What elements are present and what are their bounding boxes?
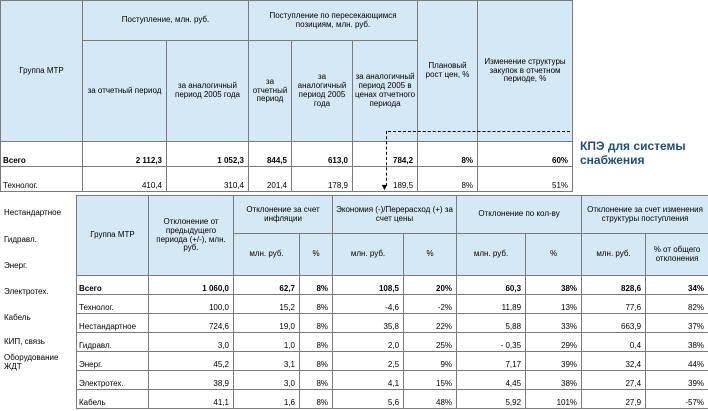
cell: 8%: [418, 142, 478, 167]
cell: 1 052,3: [167, 142, 249, 167]
cell: 1,6: [234, 390, 300, 409]
cell: 60,3: [457, 276, 526, 295]
cell: 22%: [404, 314, 457, 333]
sub-header: за аналогичный период 2005 года: [292, 41, 353, 142]
cell: 2 112,3: [83, 142, 167, 167]
cell: 784,2: [353, 142, 418, 167]
cell: 101%: [526, 390, 582, 409]
cell: 310,4: [167, 167, 249, 192]
cell: 8%: [300, 333, 333, 352]
planned-growth-header: Плановый рост цен, %: [418, 1, 478, 142]
left-row-label: Нестандартное: [4, 208, 62, 217]
cell: 39%: [646, 371, 708, 390]
group-header: Группа МТР: [77, 196, 149, 276]
overlap-header: Поступление по пересекающимся позициям, млн. руб.: [249, 1, 418, 41]
mln-header: млн. руб.: [333, 234, 404, 276]
receipt-header: Поступление, млн. руб.: [83, 1, 249, 41]
cell: 29%: [526, 333, 582, 352]
cell: 724,6: [149, 314, 234, 333]
cell: 38%: [526, 276, 582, 295]
cell: 34%: [646, 276, 708, 295]
row-label: Нестандартное: [77, 314, 149, 333]
row-label: Кабель: [77, 390, 149, 409]
cell: 19,0: [234, 314, 300, 333]
cell: 44%: [646, 352, 708, 371]
cell: 4,1: [333, 371, 404, 390]
cell: 8%: [300, 314, 333, 333]
cell: 189,5: [353, 167, 418, 192]
receipts-table: [0, 0, 573, 192]
cell: 844,5: [249, 142, 292, 167]
callout-connector-line: [386, 131, 387, 186]
cell: -57%: [646, 390, 708, 409]
cell: 38,9: [149, 371, 234, 390]
cell: 38%: [646, 333, 708, 352]
cell: 8%: [300, 371, 333, 390]
cell: 1 060,0: [149, 276, 234, 295]
cell: 33%: [526, 314, 582, 333]
mln-header: млн. руб.: [582, 234, 646, 276]
row-label: Технолог.: [1, 167, 83, 192]
deviation-table: [76, 195, 708, 409]
cell: 51%: [478, 167, 573, 192]
cell: 4,45: [457, 371, 526, 390]
row-label: Всего: [1, 142, 83, 167]
cell: 201,4: [249, 167, 292, 192]
row-label: Электротех.: [77, 371, 149, 390]
cell: 2,0: [333, 333, 404, 352]
table-row: [77, 276, 708, 295]
arrow-down-icon: ▼: [380, 182, 389, 192]
structure-header: Отклонение за счет изменения структуры поступления: [582, 196, 708, 234]
group-header: Группа МТР: [1, 1, 83, 142]
cell: 5,92: [457, 390, 526, 409]
table-row: [1, 142, 573, 167]
cell: 8%: [300, 276, 333, 295]
row-label: Энерг.: [77, 352, 149, 371]
cell: 48%: [404, 390, 457, 409]
cell: 37%: [646, 314, 708, 333]
left-row-label: Гидравл.: [4, 235, 37, 244]
cell: 0,4: [582, 333, 646, 352]
cell: 62,7: [234, 276, 300, 295]
cell: 11,89: [457, 295, 526, 314]
cell: 38%: [526, 371, 582, 390]
pct-header: %: [526, 234, 582, 276]
cell: 15%: [404, 371, 457, 390]
cell: 108,5: [333, 276, 404, 295]
pct-total-header: % от общего отклонения: [646, 234, 708, 276]
sub-header: за аналогичный период 2005 в ценах отчетного периода: [353, 41, 418, 142]
cell: 60%: [478, 142, 573, 167]
structure-change-header: Изменение структуры закупок в отчетном периоде, %: [478, 1, 573, 142]
table-row: [77, 352, 708, 371]
cell: 15,2: [234, 295, 300, 314]
cell: 8%: [300, 390, 333, 409]
cell: 178,9: [292, 167, 353, 192]
economy-header: Экономия (-)/Перерасход (+) за счет цены: [333, 196, 457, 234]
cell: 41,1: [149, 390, 234, 409]
left-row-label: Электротех.: [4, 287, 49, 296]
quantity-header: Отклонение по кол-ву: [457, 196, 582, 234]
inflation-header: Отклонение за счет инфляции: [234, 196, 333, 234]
left-row-label: КИП, связь: [4, 337, 45, 346]
cell: 3,0: [234, 371, 300, 390]
sub-header: за аналогичный период 2005 года: [167, 41, 249, 142]
cell: 100,0: [149, 295, 234, 314]
cell: 27,9: [582, 390, 646, 409]
cell: 828,6: [582, 276, 646, 295]
callout-connector-line: [388, 131, 570, 132]
cell: 39%: [526, 352, 582, 371]
cell: 77,6: [582, 295, 646, 314]
cell: 8%: [300, 352, 333, 371]
cell: 9%: [404, 352, 457, 371]
cell: -4,6: [333, 295, 404, 314]
pct-header: %: [300, 234, 333, 276]
cell: 3,1: [234, 352, 300, 371]
cell: 27,4: [582, 371, 646, 390]
cell: 25%: [404, 333, 457, 352]
row-label: Технолог.: [77, 295, 149, 314]
table-row: [77, 314, 708, 333]
cell: 5,6: [333, 390, 404, 409]
table-row: [77, 333, 708, 352]
pct-header: %: [404, 234, 457, 276]
kpe-callout: КПЭ для системы снабжения: [580, 139, 686, 167]
cell: 613,0: [292, 142, 353, 167]
cell: 1,0: [234, 333, 300, 352]
cell: 35,8: [333, 314, 404, 333]
cell: -2%: [404, 295, 457, 314]
cell: 3,0: [149, 333, 234, 352]
mln-header: млн. руб.: [234, 234, 300, 276]
left-row-label: Энерг.: [4, 261, 28, 270]
cell: 13%: [526, 295, 582, 314]
cell: 82%: [646, 295, 708, 314]
left-row-label: Оборудование ЖДТ: [4, 353, 59, 371]
deviation-header: Отклонение от предыдущего периода (+/-), млн. руб.: [149, 196, 234, 276]
cell: 663,9: [582, 314, 646, 333]
cell: 32,4: [582, 352, 646, 371]
cell: 7,17: [457, 352, 526, 371]
cell: - 0,35: [457, 333, 526, 352]
cell: 45,2: [149, 352, 234, 371]
row-label: Всего: [77, 276, 149, 295]
mln-header: млн. руб.: [457, 234, 526, 276]
cell: 8%: [300, 295, 333, 314]
table-row: [1, 167, 573, 192]
cell: 5,88: [457, 314, 526, 333]
cell: 2,5: [333, 352, 404, 371]
left-row-label: Кабель: [4, 313, 31, 322]
table-row: [77, 390, 708, 409]
sub-header: за отчетный период: [249, 41, 292, 142]
row-label: Гидравл.: [77, 333, 149, 352]
table-row: [77, 295, 708, 314]
sub-header: за отчетный период: [83, 41, 167, 142]
cell: 8%: [418, 167, 478, 192]
cell: 20%: [404, 276, 457, 295]
cell: 410,4: [83, 167, 167, 192]
table-row: [77, 371, 708, 390]
